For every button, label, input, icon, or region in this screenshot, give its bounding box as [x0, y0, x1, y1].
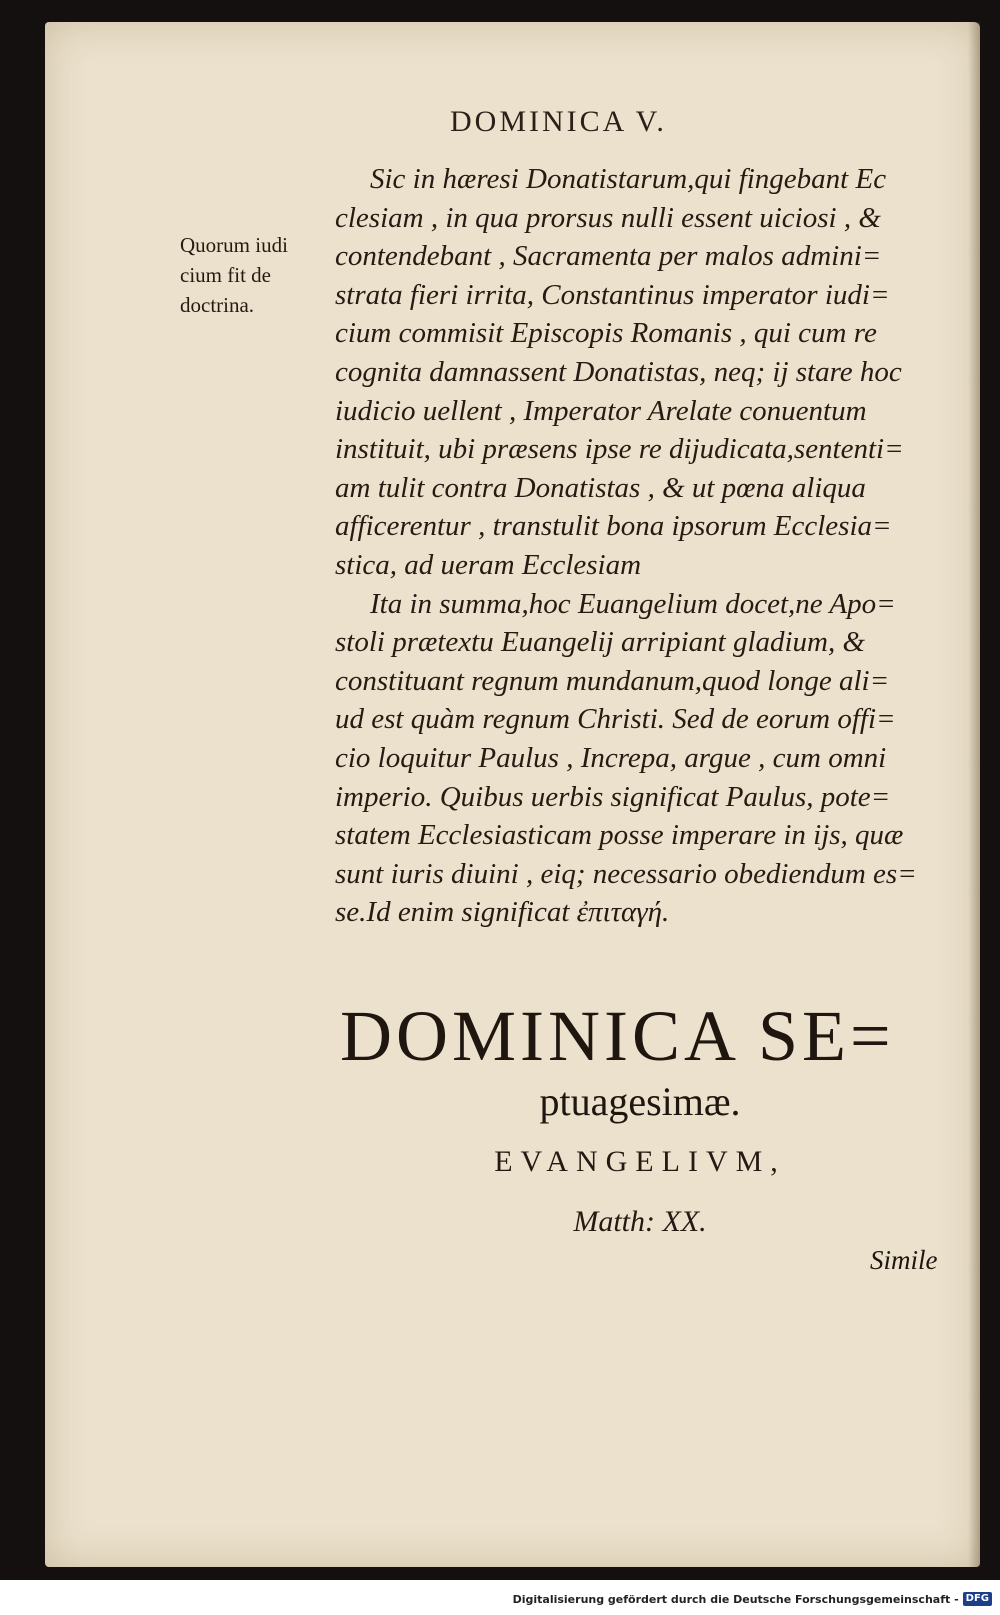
text-line: afficerentur , transtulit bona ipsorum Ecclesia=: [335, 510, 892, 543]
marginal-note: [180, 230, 330, 320]
text-line: cium commisit Episcopis Romanis , qui cum re: [335, 317, 877, 350]
marginal-note-line: doctrina.: [180, 293, 255, 317]
text-line: instituit, ubi præsens ipse re dijudicata,sententi=: [335, 433, 904, 466]
body-text: [335, 160, 955, 932]
catchword: Simile: [870, 1245, 938, 1275]
text-line: cio loquitur Paulus , Increpa, argue , cum omni: [335, 741, 887, 774]
text-line: iudicio uellent , Imperator Arelate conuentum: [335, 394, 867, 427]
text-line: strata fieri irrita, Constantinus imperator iudi=: [335, 278, 890, 311]
text-line: ud est quàm regnum Christi. Sed de eorum offi=: [335, 703, 896, 736]
text-line: stica, ad ueram Ecclesiam: [335, 548, 642, 581]
text-line: clesiam , in qua prorsus nulli essent uiciosi , &: [335, 201, 881, 234]
text-line: stoli prætextu Euangelij arripiant gladium, &: [335, 626, 866, 659]
page-edge-shadow: [968, 22, 980, 1567]
text-line: cognita damnassent Donatistas, neq; ij stare hoc: [335, 355, 902, 388]
text-line: Sic in hæresi Donatistarum,qui fingebant Ec: [370, 163, 887, 195]
credit-text: Digitalisierung gefördert durch die Deutsche Forschungsgemeinschaft -: [512, 1592, 959, 1606]
dfg-logo: DFG: [963, 1592, 992, 1606]
marginal-note-line: cium fit de: [180, 263, 271, 287]
marginal-note-line: Quorum iudi: [180, 233, 288, 257]
text-line: imperio. Quibus uerbis significat Paulus, pote=: [335, 780, 891, 813]
text-line: contendebant , Sacramenta per malos admini=: [335, 240, 882, 273]
scripture-reference: Matth: XX.: [573, 1205, 707, 1238]
text-line: sunt iuris diuini , eiq; necessario obediendum es=: [335, 857, 917, 890]
text-line: constituant regnum mundanum,quod longe ali=: [335, 664, 890, 697]
digitization-credit: [513, 1592, 992, 1606]
text-line: se.Id enim significat ἐπιταγή.: [335, 896, 670, 929]
text-line: am tulit contra Donatistas , & ut pœna aliqua: [335, 471, 866, 504]
running-head: DOMINICA V.: [450, 105, 667, 138]
text-line: statem Ecclesiasticam posse imperare in ijs, quæ: [335, 819, 904, 852]
text-line: Ita in summa,hoc Euangelium docet,ne Apo=: [370, 587, 896, 620]
section-title: DOMINICA SE=: [340, 996, 895, 1076]
gospel-label: EVANGELIVM,: [494, 1145, 786, 1178]
section-subtitle: ptuagesimæ.: [539, 1079, 741, 1124]
